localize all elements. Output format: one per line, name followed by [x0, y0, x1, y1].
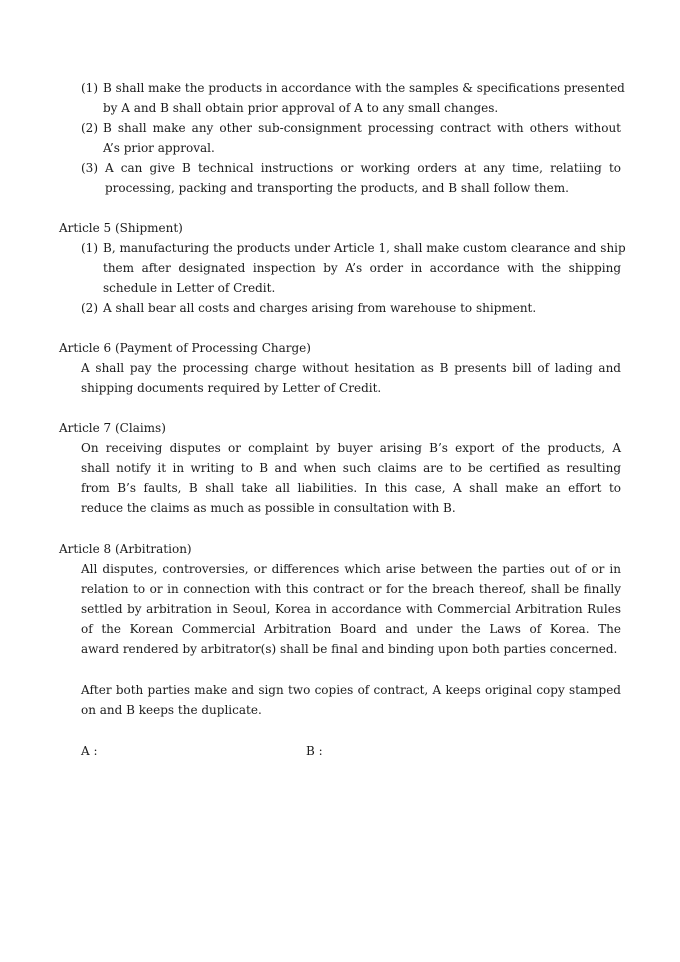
clause-number: (3)	[81, 161, 98, 175]
article-7-body	[81, 438, 621, 518]
clause-number: (1)	[81, 81, 98, 95]
clause-line: processing, packing and transporting the products, and B shall follow them.	[105, 181, 569, 195]
clause-line: by A and B shall obtain prior approval of A to any small changes.	[103, 101, 499, 115]
body-line: award rendered by arbitrator(s) shall be final and binding upon both parties concerned.	[81, 642, 618, 656]
body-line: On receiving disputes or complaint by buyer arising B’s export of the products, A	[81, 441, 621, 455]
clause-2	[81, 118, 621, 158]
clause-line: schedule in Letter of Credit.	[103, 281, 276, 295]
body-line: reduce the claims as much as possible in consultation with B.	[81, 501, 456, 515]
clause-number: (1)	[81, 241, 98, 255]
clause-number: (2)	[81, 301, 98, 315]
article-6-title: Article 6 (Payment of Processing Charge)	[59, 341, 311, 355]
article-8-title: Article 8 (Arbitration)	[59, 542, 192, 556]
article-7-title: Article 7 (Claims)	[59, 421, 166, 435]
article-5-item-1	[81, 238, 626, 298]
body-line: After both parties make and sign two copies of contract, A keeps original copy stamped	[81, 683, 621, 697]
body-line: on and B keeps the duplicate.	[81, 703, 262, 717]
clause-line: A shall bear all costs and charges arising from warehouse to shipment.	[103, 301, 537, 315]
article-8-body	[81, 559, 621, 659]
article-6-body	[81, 358, 621, 398]
article-5-title: Article 5 (Shipment)	[59, 221, 183, 235]
clause-line: B shall make the products in accordance with the samples & specifications presented	[103, 81, 625, 95]
body-line: settled by arbitration in Seoul, Korea in accordance with Commercial Arbitration Rules	[81, 602, 621, 616]
body-line: relation to or in connection with this contract or for the breach thereof, shall be finally	[81, 582, 621, 596]
signature-b-label: B :	[306, 744, 323, 758]
clause-line: B, manufacturing the products under Article 1, shall make custom clearance and ship	[103, 241, 626, 255]
clause-number: (2)	[81, 121, 98, 135]
clause-3	[81, 158, 621, 198]
clause-line: B shall make any other sub-consignment processing contract with others without	[103, 121, 621, 135]
closing-paragraph	[81, 680, 621, 720]
clause-1	[81, 78, 625, 118]
body-line: of the Korean Commercial Arbitration Board and under the Laws of Korea. The	[81, 622, 621, 636]
body-line: from B’s faults, B shall take all liabilities. In this case, A shall make an effort to	[81, 481, 621, 495]
body-line: All disputes, controversies, or differences which arise between the parties out of or in	[81, 562, 621, 576]
article-5-item-2	[81, 298, 621, 318]
signature-a-label: A :	[81, 744, 98, 758]
body-line: shipping documents required by Letter of Credit.	[81, 381, 382, 395]
clause-line: A can give B technical instructions or working orders at any time, relatiing to	[105, 161, 621, 175]
clause-line: A’s prior approval.	[103, 141, 215, 155]
body-line: A shall pay the processing charge without hesitation as B presents bill of lading and	[81, 361, 621, 375]
clause-line: them after designated inspection by A’s order in accordance with the shipping	[103, 261, 621, 275]
body-line: shall notify it in writing to B and when such claims are to be certified as resulting	[81, 461, 621, 475]
